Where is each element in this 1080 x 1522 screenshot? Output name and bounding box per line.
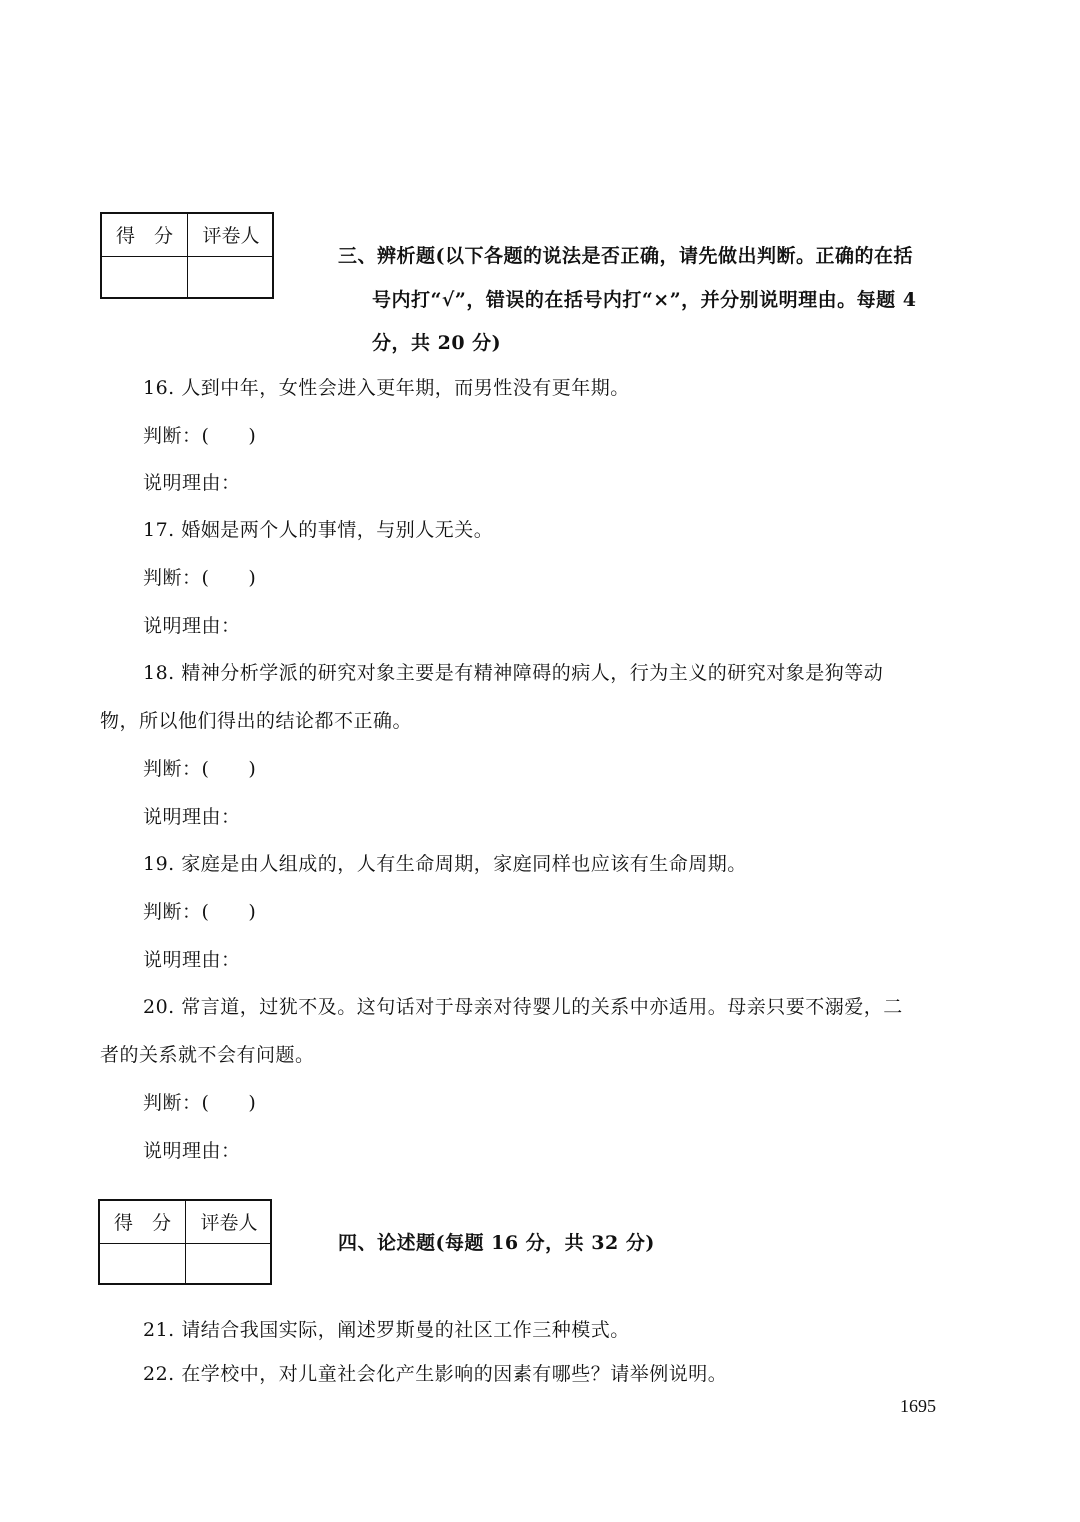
question-20-line2: 者的关系就不会有问题。 — [100, 1044, 315, 1066]
score-label: 得 分 — [115, 225, 173, 247]
reason-label-17: 说明理由： — [143, 615, 241, 637]
reason-label-16: 说明理由： — [143, 472, 241, 494]
question-22: 22. 在学校中，对儿童社会化产生影响的因素有哪些？请举例说明。 — [143, 1363, 728, 1385]
section4-heading: 四、论述题(每题 16 分，共 32 分) — [338, 1232, 655, 1254]
question-19: 19. 家庭是由人组成的，人有生命周期，家庭同样也应该有生命周期。 — [143, 853, 747, 875]
reason-label-20: 说明理由： — [143, 1140, 241, 1162]
page-number: 1695 — [900, 1396, 936, 1416]
question-21: 21. 请结合我国实际，阐述罗斯曼的社区工作三种模式。 — [143, 1319, 630, 1341]
reason-label-18: 说明理由： — [143, 806, 241, 828]
section3-heading-line3: 分，共 20 分) — [372, 332, 502, 354]
judge-label-16: 判断：( ) — [143, 425, 257, 447]
question-20-line1: 20. 常言道，过犹不及。这句话对于母亲对待婴儿的关系中亦适用。母亲只要不溺爱，二 — [143, 996, 903, 1018]
score-table-section3 — [100, 212, 274, 299]
score-label: 得 分 — [113, 1212, 171, 1234]
reason-label-19: 说明理由： — [143, 949, 241, 971]
judge-label-17: 判断：( ) — [143, 567, 257, 589]
question-18-line1: 18. 精神分析学派的研究对象主要是有精神障碍的病人，行为主义的研究对象是狗等动 — [143, 662, 884, 684]
score-table-section4 — [98, 1199, 272, 1285]
question-17: 17. 婚姻是两个人的事情，与别人无关。 — [143, 519, 494, 541]
section3-heading-line2: 号内打“√”，错误的在括号内打“×”，并分别说明理由。每题 4 — [372, 289, 917, 311]
judge-label-19: 判断：( ) — [143, 901, 257, 923]
judge-label-20: 判断：( ) — [143, 1092, 257, 1114]
grader-label: 评卷人 — [202, 225, 260, 247]
grader-label: 评卷人 — [200, 1212, 258, 1234]
judge-label-18: 判断：( ) — [143, 758, 257, 780]
question-16: 16. 人到中年，女性会进入更年期，而男性没有更年期。 — [143, 377, 630, 399]
section3-heading-line1: 三、辨析题(以下各题的说法是否正确，请先做出判断。正确的在括 — [338, 245, 913, 267]
question-18-line2: 物，所以他们得出的结论都不正确。 — [100, 710, 413, 732]
